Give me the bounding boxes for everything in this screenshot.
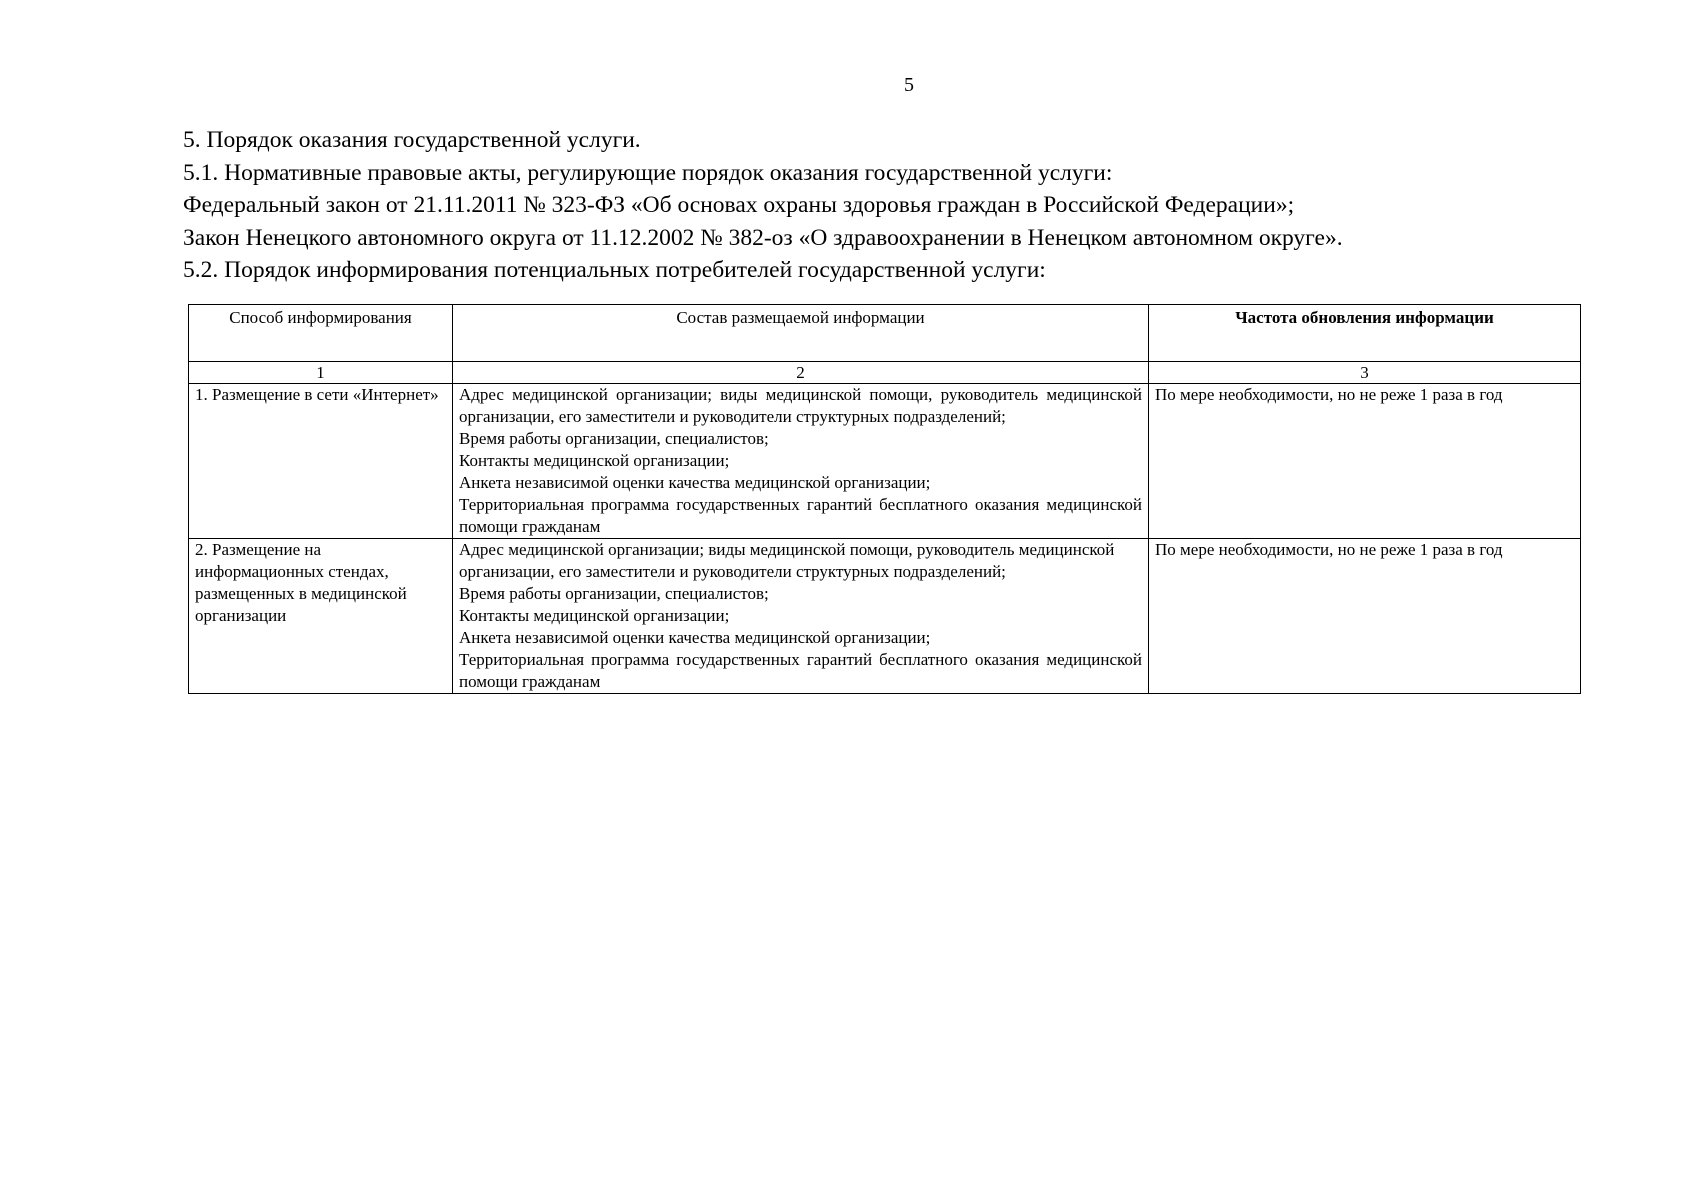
content-line: Территориальная программа государственных гарантий бесплатного оказания медицинской помощи гражданам xyxy=(459,495,1142,536)
method-cell: 2. Размещение на информационных стендах, размещенных в медицинской организации xyxy=(189,539,453,694)
content-line: Адрес медицинской организации; виды медицинской помощи, руководитель медицинской организации, его заместители и руководители структурных подразделений; xyxy=(459,540,1115,581)
column-number: 1 xyxy=(189,362,453,384)
content-cell xyxy=(453,539,1149,694)
content-cell xyxy=(453,384,1149,539)
content-line: Территориальная программа государственных гарантий бесплатного оказания медицинской помощи гражданам xyxy=(459,650,1142,691)
content-line: Адрес медицинской организации; виды медицинской помощи, руководитель медицинской организации, его заместители и руководители структурных подразделений; xyxy=(459,385,1142,426)
table-header-row xyxy=(189,305,1581,362)
content-line: Контакты медицинской организации; xyxy=(459,606,730,625)
method-cell: 1. Размещение в сети «Интернет» xyxy=(189,384,453,539)
content-line: Анкета независимой оценки качества медицинской организации; xyxy=(459,628,931,647)
column-header-content: Состав размещаемой информации xyxy=(453,305,1149,362)
column-header-method: Способ информирования xyxy=(189,305,453,362)
regulatory-acts-heading: 5.1. Нормативные правовые акты, регулирующие порядок оказания государственной услуги: xyxy=(183,159,1113,186)
informing-procedure-heading: 5.2. Порядок информирования потенциальных потребителей государственной услуги: xyxy=(183,257,1046,283)
content-line: Время работы организации, специалистов; xyxy=(459,584,769,603)
frequency-cell: По мере необходимости, но не реже 1 раза в год xyxy=(1149,384,1581,539)
column-number-row xyxy=(189,362,1581,384)
table-row xyxy=(189,539,1581,694)
content-line: Контакты медицинской организации; xyxy=(459,451,730,470)
page-number: 5 xyxy=(904,74,914,96)
column-number: 3 xyxy=(1149,362,1581,384)
column-header-frequency: Частота обновления информации xyxy=(1149,305,1581,362)
section-text xyxy=(183,124,1623,287)
federal-law: Федеральный закон от 21.11.2011 № 323-ФЗ «Об основах охраны здоровья граждан в Российской Федерации»; xyxy=(183,192,1295,218)
regional-law: Закон Ненецкого автономного округа от 11.12.2002 № 382-оз «О здравоохранении в Ненецком автономном округе». xyxy=(183,224,1343,251)
informing-table xyxy=(188,304,1581,694)
frequency-cell: По мере необходимости, но не реже 1 раза в год xyxy=(1149,539,1581,694)
content-line: Время работы организации, специалистов; xyxy=(459,429,769,448)
column-number: 2 xyxy=(453,362,1149,384)
content-line: Анкета независимой оценки качества медицинской организации; xyxy=(459,473,931,492)
section-heading: 5. Порядок оказания государственной услуги. xyxy=(183,127,641,153)
table-row xyxy=(189,384,1581,539)
